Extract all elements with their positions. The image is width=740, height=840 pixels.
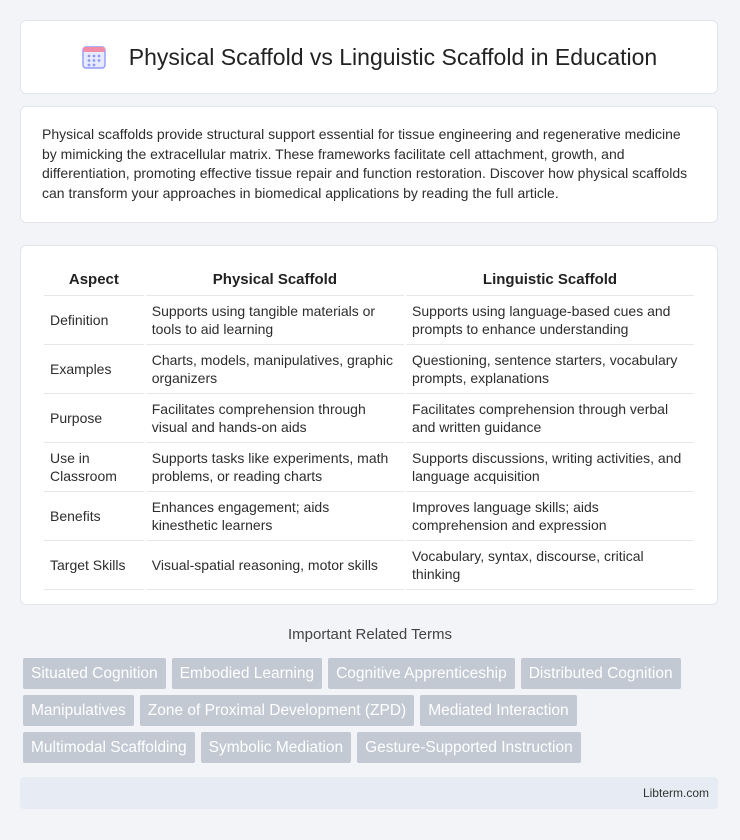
related-term-tag[interactable]: Mediated Interaction: [420, 695, 576, 726]
table-cell: Use in Classroom: [44, 443, 144, 492]
column-header: Aspect: [44, 263, 144, 296]
comparison-card: [20, 245, 718, 605]
table-row: [44, 541, 694, 590]
related-terms-heading: Important Related Terms: [288, 626, 452, 643]
table-cell: Definition: [44, 296, 144, 345]
table-cell: Benefits: [44, 492, 144, 541]
table-cell: Examples: [44, 345, 144, 394]
title-card: [20, 20, 718, 94]
table-header-row: [44, 263, 694, 296]
table-cell: Visual-spatial reasoning, motor skills: [146, 541, 404, 590]
related-term-tag[interactable]: Multimodal Scaffolding: [23, 732, 195, 763]
table-cell: Supports discussions, writing activities, and language acquisition: [406, 443, 694, 492]
table-row: [44, 394, 694, 443]
table-cell: Charts, models, manipulatives, graphic organizers: [146, 345, 404, 394]
table-cell: Improves language skills; aids comprehension and expression: [406, 492, 694, 541]
footer-site-link[interactable]: Libterm.com: [642, 786, 709, 800]
intro-card: [20, 106, 718, 223]
related-term-tag[interactable]: Cognitive Apprenticeship: [328, 658, 515, 689]
related-terms-list: [23, 658, 723, 769]
related-term-tag[interactable]: Distributed Cognition: [521, 658, 681, 689]
related-term-tag[interactable]: Gesture-Supported Instruction: [357, 732, 581, 763]
table-cell: Facilitates comprehension through visual and hands-on aids: [146, 394, 404, 443]
related-term-tag[interactable]: Situated Cognition: [23, 658, 166, 689]
table-row: [44, 492, 694, 541]
footer: [20, 777, 718, 809]
table-cell: Supports using language-based cues and prompts to enhance understanding: [406, 296, 694, 345]
table-row: [44, 443, 694, 492]
table-cell: Questioning, sentence starters, vocabulary prompts, explanations: [406, 345, 694, 394]
table-cell: Vocabulary, syntax, discourse, critical thinking: [406, 541, 694, 590]
calendar-icon: [81, 44, 107, 70]
table-cell: Enhances engagement; aids kinesthetic learners: [146, 492, 404, 541]
column-header: Physical Scaffold: [146, 263, 404, 296]
table-cell: Target Skills: [44, 541, 144, 590]
comparison-table: [42, 263, 696, 590]
page-title: Physical Scaffold vs Linguistic Scaffold in Education: [128, 43, 658, 70]
table-cell: Facilitates comprehension through verbal and written guidance: [406, 394, 694, 443]
table-cell: Supports using tangible materials or tools to aid learning: [146, 296, 404, 345]
related-term-tag[interactable]: Zone of Proximal Development (ZPD): [140, 695, 414, 726]
column-header: Linguistic Scaffold: [406, 263, 694, 296]
table-cell: Supports tasks like experiments, math problems, or reading charts: [146, 443, 404, 492]
table-row: [44, 296, 694, 345]
related-term-tag[interactable]: Symbolic Mediation: [201, 732, 351, 763]
related-term-tag[interactable]: Embodied Learning: [172, 658, 322, 689]
related-term-tag[interactable]: Manipulatives: [23, 695, 134, 726]
table-row: [44, 345, 694, 394]
intro-text: Physical scaffolds provide structural support essential for tissue engineering and regenerative medicine by mimicking the extracellular matrix. These frameworks facilitate cell attachment, growth, and differentiation, promoting effective tissue repair and function restoration. Discover how physical scaffolds can transform your approaches in biomedical applications by reading the full article.: [42, 126, 688, 201]
table-cell: Purpose: [44, 394, 144, 443]
